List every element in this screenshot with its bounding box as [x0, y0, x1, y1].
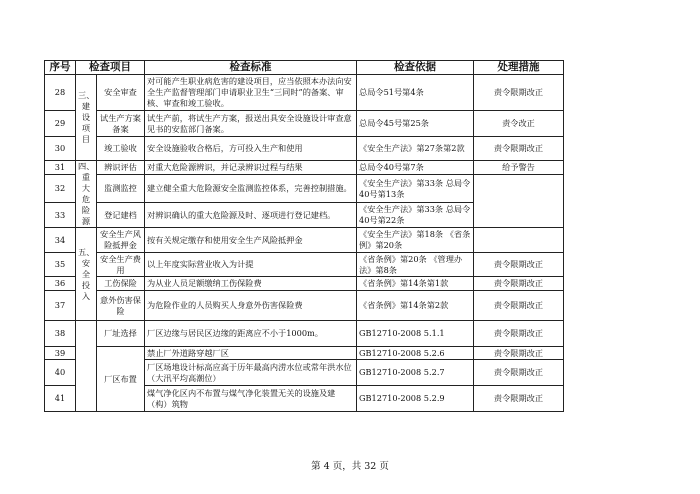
standard-cell: 为危险作业的人员购买人身意外伤害保险费 [145, 291, 357, 321]
standard-cell: 为从业人员足额缴纳工伤保险费 [145, 277, 357, 291]
standard-cell: 厂区场地设计标高应高于历年最高内涝水位或常年洪水位（大汛平均高潮位） [145, 360, 357, 386]
basis-cell: GB12710-2008 5.2.6 [357, 347, 474, 360]
header-row [45, 61, 564, 75]
row-seq: 32 [45, 175, 76, 203]
measure-cell: 责令限期改正 [474, 75, 564, 111]
measure-cell: 责令限期改正 [474, 321, 564, 347]
row-seq: 39 [45, 347, 76, 360]
basis-cell: 《安全生产法》第33条 总局令40号第13条 [357, 175, 474, 203]
table-row [45, 137, 564, 161]
standard-cell: 禁止厂外道路穿越厂区 [145, 347, 357, 360]
measure-cell: 责令改正 [474, 111, 564, 137]
standard-cell: 建立健全重大危险源安全监测监控体系，完善控制措施。 [145, 175, 357, 203]
header-basis: 检查依据 [357, 61, 474, 75]
standard-cell: 安全设施验收合格后，方可投入生产和使用 [145, 137, 357, 161]
row-seq: 34 [45, 228, 76, 253]
table-row [45, 75, 564, 111]
measure-cell [474, 228, 564, 253]
row-seq: 28 [45, 75, 76, 111]
measure-cell: 责令限期改正 [474, 347, 564, 360]
measure-cell: 责令限期改正 [474, 386, 564, 412]
basis-cell: 《安全生产法》第18条 《省条例》第20条 [357, 228, 474, 253]
basis-cell: GB12710-2008 5.2.7 [357, 360, 474, 386]
sub-item: 登记建档 [97, 203, 145, 228]
standard-cell: 以上年度实际营业收入为计提 [145, 253, 357, 277]
table-row [45, 161, 564, 175]
row-seq: 33 [45, 203, 76, 228]
sub-item: 试生产方案备案 [97, 111, 145, 137]
basis-cell: 《省条例》第20条 《管理办法》第8条 [357, 253, 474, 277]
sub-item: 竣工验收 [97, 137, 145, 161]
basis-cell: 《安全生产法》第33条 总局令40号第22条 [357, 203, 474, 228]
basis-cell: 总局令45号第25条 [357, 111, 474, 137]
table-row [45, 347, 564, 360]
basis-cell: 总局令51号第4条 [357, 75, 474, 111]
row-seq: 31 [45, 161, 76, 175]
sub-item: 安全生产费用 [97, 253, 145, 277]
header-standard: 检查标准 [145, 61, 357, 75]
sub-item: 工伤保险 [97, 277, 145, 291]
row-seq: 36 [45, 277, 76, 291]
inspection-table [44, 60, 564, 412]
row-seq: 30 [45, 137, 76, 161]
basis-cell: 总局令40号第7条 [357, 161, 474, 175]
sub-item: 安全生产风险抵押金 [97, 228, 145, 253]
sub-item: 监测监控 [97, 175, 145, 203]
standard-cell: 厂区边缘与居民区边缘的距离应不小于1000m。 [145, 321, 357, 347]
page-footer: 第 4 页，共 32 页 [311, 461, 389, 472]
row-seq: 29 [45, 111, 76, 137]
category-cell: 三、建设项目 [76, 75, 97, 161]
table-row [45, 291, 564, 321]
basis-cell: 《省条例》第14条第1款 [357, 277, 474, 291]
standard-cell: 对重大危险源辨识，并记录辨识过程与结果 [145, 161, 357, 175]
sub-item: 辨识评估 [97, 161, 145, 175]
basis-cell: 《省条例》第14条第2款 [357, 291, 474, 321]
standard-cell: 按有关规定缴存和使用安全生产风险抵押金 [145, 228, 357, 253]
measure-cell: 责令限期改正 [474, 137, 564, 161]
row-seq: 40 [45, 360, 76, 386]
table-row [45, 111, 564, 137]
row-seq: 41 [45, 386, 76, 412]
header-seq: 序号 [45, 61, 76, 75]
measure-cell: 责令限期改正 [474, 277, 564, 291]
table-row [45, 277, 564, 291]
table-row [45, 253, 564, 277]
measure-cell: 责令限期改正 [474, 291, 564, 321]
header-item: 检查项目 [76, 61, 145, 75]
sub-item: 意外伤害保险 [97, 291, 145, 321]
measure-cell: 给予警告 [474, 161, 564, 175]
category-cell-empty [76, 321, 97, 412]
measure-cell: 责令限期改正 [474, 360, 564, 386]
basis-cell: 《安全生产法》第27条第2款 [357, 137, 474, 161]
category-cell: 五、安全投入 [76, 228, 97, 321]
row-seq: 37 [45, 291, 76, 321]
basis-cell: GB12710-2008 5.2.9 [357, 386, 474, 412]
standard-cell: 试生产前，将试生产方案，报送出具安全设施设计审查意见书的安监部门备案。 [145, 111, 357, 137]
sub-item: 厂址选择 [97, 321, 145, 347]
measure-cell [474, 175, 564, 228]
measure-cell: 责令限期改正 [474, 253, 564, 277]
table-row [45, 175, 564, 203]
standard-cell: 对可能产生职业病危害的建设项目，应当依照本办法向安全生产监督管理部门申请职业卫生“三同时”的备案、审核、审查和竣工验收。 [145, 75, 357, 111]
row-seq: 38 [45, 321, 76, 347]
table-row [45, 321, 564, 347]
basis-cell: GB12710-2008 5.1.1 [357, 321, 474, 347]
category-cell: 四、重大危险源 [76, 161, 97, 228]
sub-item: 厂区布置 [97, 347, 145, 412]
table-row [45, 228, 564, 253]
standard-cell: 对辨识确认的重大危险源及时、逐项进行登记建档。 [145, 203, 357, 228]
header-measure: 处理措施 [474, 61, 564, 75]
sub-item: 安全审查 [97, 75, 145, 111]
standard-cell: 煤气净化区内不布置与煤气净化装置无关的设施及建（构）筑物 [145, 386, 357, 412]
row-seq: 35 [45, 253, 76, 277]
